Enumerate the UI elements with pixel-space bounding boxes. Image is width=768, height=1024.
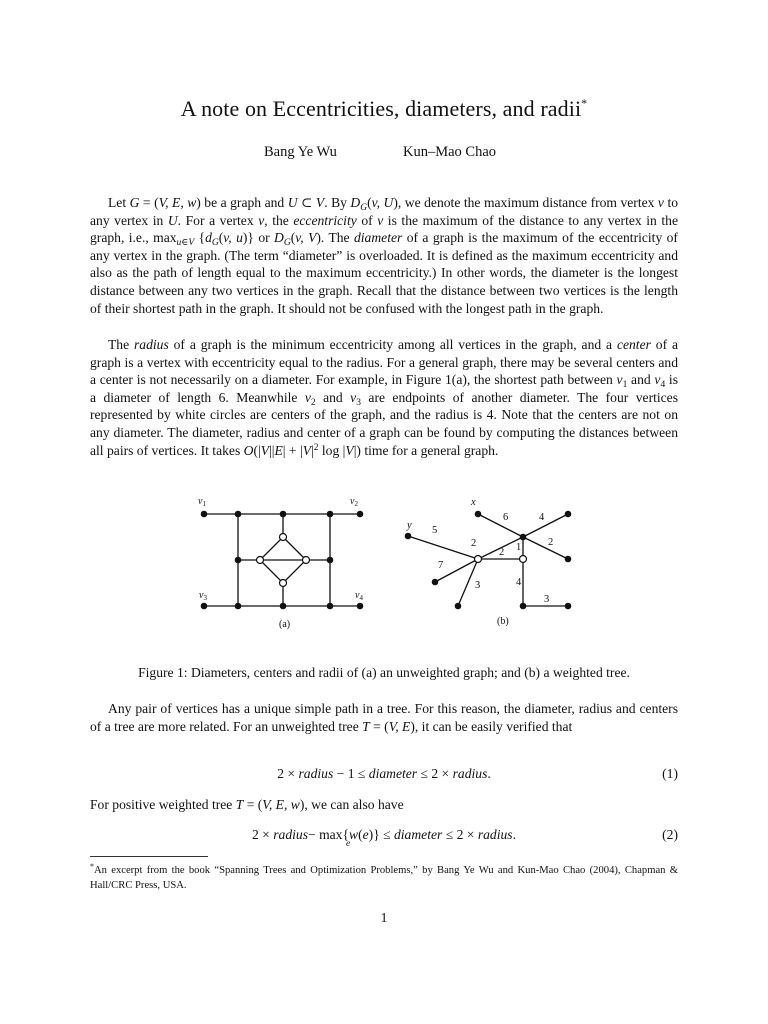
edge-weight: 2 [471,538,477,549]
figure-1b-label: (b) [497,616,509,627]
equation-2: 2 × radius− max e {w(e)} ≤ diameter ≤ 2 × radius. (2) [251,827,678,849]
edge-weight: 3 [475,580,481,591]
vertex [455,603,462,610]
equation-number-1: (1) [662,766,678,781]
edge-weight: 7 [438,560,444,571]
footnote: *An excerpt from the book “Spanning Trees and Optimization Problems,” by Bang Ye Wu and Kun-Mao Chao (2004), Chapman & Hall/CRC Press, USA. [90,862,678,891]
label-v4: $v_4$ [355,590,363,602]
vertex [235,603,242,610]
equation-number-2: (2) [662,827,678,842]
vertex [565,511,572,518]
edge-weight: 2 [499,547,505,558]
figure-1a-edges [204,514,360,606]
vertex [520,534,527,541]
paragraph-3: Any pair of vertices has a unique simple path in a tree. For this reason, the diameter, radius and centers of a tree are more related. For an unweighted tree T = (V, E), it can be easily verified that [90,701,678,734]
author-2: Kun–Mao Chao [403,144,497,160]
edge-weight: 6 [503,512,509,523]
vertex [565,556,572,563]
edge-weight: 3 [544,594,550,605]
center-vertex [303,557,310,564]
vertex-y [405,533,412,540]
figure-1 [0,490,768,640]
paragraph-2: The radius of a graph is the minimum eccentricity among all vertices in the graph, and a center of a graph is a vertex with eccentricity equal to the radius. For a general graph, there may be several centers and a center is not necessarily on a diameter. For example, in Figure 1(a), the shortest path between $v_1$ and $v_4$ is a diameter of length 6. Meanwhile $v_2$ and $v_3$ are endpoints of another diameter. The four vertices represented by white circles are centers of the graph, and the radius is 4. Note that the centers are not on any diameter. The diameter, radius and center of a graph can be found by computing the distances between all pairs of vertices. It takes $O(|V||E| + |V|^2$ log |V|) time for a general graph. [90,337,679,458]
edge-y [408,536,478,559]
vertex [327,603,334,610]
author-1: Bang Ye Wu [264,144,337,160]
vertex [327,557,334,564]
title-footnote-mark: * [581,96,588,110]
vertex [280,511,287,518]
edge-weight: 4 [516,577,522,588]
label-y: y [407,520,412,531]
vertex-v3 [201,603,208,610]
equation-1: 2 × radius − 1 ≤ diameter ≤ 2 × radius. (1) [277,766,678,781]
vertex [565,603,572,610]
paragraph-4: For positive weighted tree T = (V, E, w), we can also have [90,797,404,812]
footnote-rule [90,856,208,857]
paragraph-1: Let G = (V, E, w) be a graph and U ⊂ V. By $D_G(v$, U), we denote the maximum distance from vertex v to any vertex in U. For a vertex v, the eccentricity of v is the maximum of the distance to any vertex in the graph, i.e., $\max_{u\in V} \{d_G(v$, u)} or $D_G(v$, V). The diameter of a graph is the maximum of the eccentricity of any vertex in the graph. (The term “diameter” is overloaded. It is defined as the maximum eccentricity and also as the path of length equal to the maximum eccentricity.) In other words, the diameter is the longest distance between any two vertices in the graph. Recall that the distance between two vertices is the length of their shortest path in the graph. It should not be confused with the longest path in the graph. [90,195,679,316]
label-v3: $v_3$ [199,590,207,602]
vertex-v1 [201,511,208,518]
edge-weight: 2 [548,537,554,548]
vertex [280,603,287,610]
label-x: x [471,497,476,508]
edge-x [478,514,523,537]
center-vertex [520,556,527,563]
edge [523,514,568,537]
edge [523,537,568,559]
vertex [235,557,242,564]
edge-weight: 5 [432,525,438,536]
page-number: 1 [380,910,388,925]
vertex [432,579,439,586]
figure-1a-label: (a) [279,619,291,630]
vertex-v2 [357,511,364,518]
vertex [327,511,334,518]
label-v2: $v_2$ [350,496,358,508]
edge-weight: 4 [539,512,545,523]
vertex-x [475,511,482,518]
edge-weight: 1 [516,542,522,553]
center-vertex [257,557,264,564]
paper-title: A note on Eccentricities, diameters, and radii* [180,96,588,121]
vertex-v4 [357,603,364,610]
vertex [520,603,527,610]
vertex [235,511,242,518]
center-vertex [475,556,482,563]
label-v1: $v_1$ [198,496,206,508]
figure-caption: Figure 1: Diameters, centers and radii of (a) an unweighted graph; and (b) a weighted tree. [138,665,630,680]
center-vertex [280,534,287,541]
center-vertex [280,580,287,587]
